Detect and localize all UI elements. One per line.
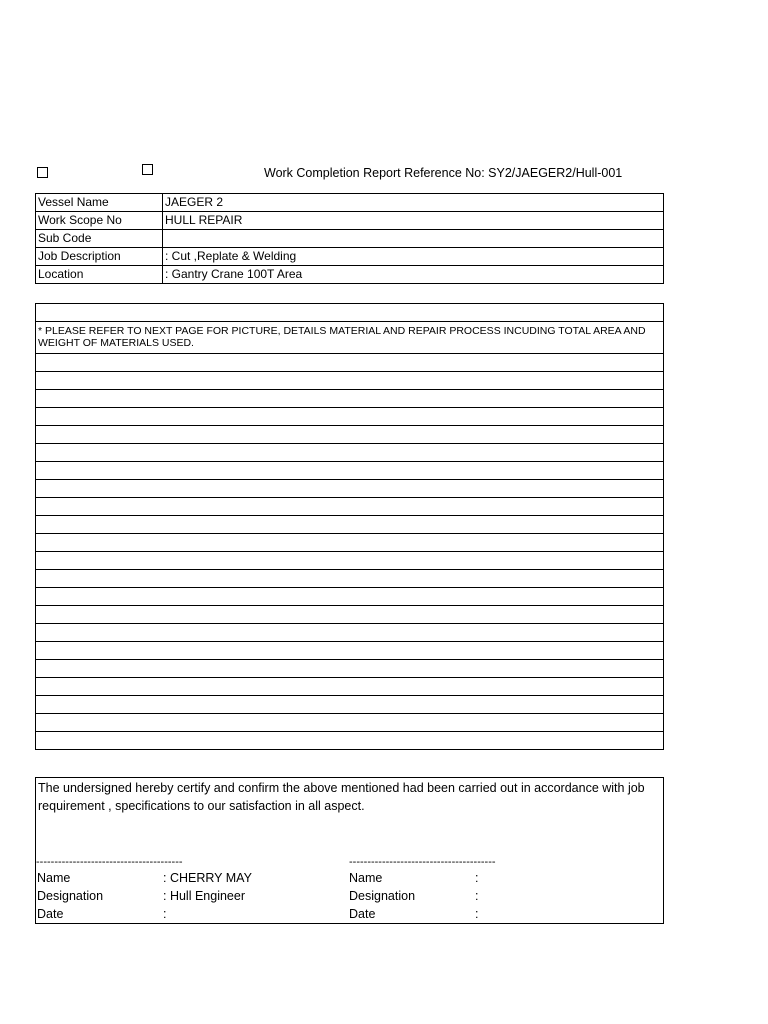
table-row (36, 230, 664, 248)
location-label: Location (36, 266, 163, 284)
table-row (36, 696, 664, 714)
empty-cell (36, 678, 664, 696)
right-designation-label: Designation (349, 889, 416, 903)
table-row (36, 354, 664, 372)
table-row (36, 194, 664, 212)
right-signature-line: ---------------------------------------- (349, 856, 496, 868)
job-description-label: Job Description (36, 248, 163, 266)
left-date-value: : (163, 907, 167, 921)
sub-code-label: Sub Code (36, 230, 163, 248)
job-description-value: : Cut ,Replate & Welding (163, 248, 664, 266)
table-row (36, 714, 664, 732)
left-designation-value: : Hull Engineer (163, 889, 245, 903)
right-name-value: : (475, 871, 479, 885)
table-row (36, 624, 664, 642)
right-date-label: Date (349, 907, 376, 921)
right-designation-value: : (475, 889, 479, 903)
table-row (36, 534, 664, 552)
empty-cell (36, 462, 664, 480)
table-row (36, 516, 664, 534)
table-row (36, 304, 664, 322)
empty-cell (36, 696, 664, 714)
left-date-label: Date (37, 907, 64, 921)
table-row (36, 570, 664, 588)
left-name-value: : CHERRY MAY (163, 871, 252, 885)
location-value: : Gantry Crane 100T Area (163, 266, 664, 284)
empty-cell (36, 660, 664, 678)
table-row (36, 372, 664, 390)
vessel-name-label: Vessel Name (36, 194, 163, 212)
empty-cell (36, 714, 664, 732)
table-row (36, 390, 664, 408)
table-row (36, 322, 664, 354)
empty-cell (36, 372, 664, 390)
work-scope-value: HULL REPAIR (163, 212, 664, 230)
vessel-info-table (35, 193, 664, 284)
empty-cell (36, 390, 664, 408)
certification-box (35, 777, 664, 924)
empty-cell (36, 480, 664, 498)
vessel-name-value: JAEGER 2 (163, 194, 664, 212)
table-row (36, 732, 664, 750)
table-row (36, 408, 664, 426)
empty-cell (36, 304, 664, 322)
table-row (36, 444, 664, 462)
work-scope-label: Work Scope No (36, 212, 163, 230)
table-row (36, 212, 664, 230)
table-row (36, 606, 664, 624)
empty-cell (36, 534, 664, 552)
empty-cell (36, 552, 664, 570)
left-name-label: Name (37, 871, 71, 885)
certification-statement: The undersigned hereby certify and confirm the above mentioned had been carried out in accordance with job requirement , specifications to our satisfaction in all aspect. (38, 781, 645, 813)
sub-code-value (163, 230, 664, 248)
empty-cell (36, 624, 664, 642)
empty-cell (36, 732, 664, 750)
empty-cell (36, 408, 664, 426)
checkbox-right[interactable] (142, 164, 153, 175)
empty-cell (36, 426, 664, 444)
left-designation-label: Designation (37, 889, 104, 903)
reference-note: * PLEASE REFER TO NEXT PAGE FOR PICTURE, DETAILS MATERIAL AND REPAIR PROCESS INCUDING TOTAL AREA AND WEIGHT OF MATERIALS USED. (36, 322, 664, 354)
table-row (36, 588, 664, 606)
work-details-table (35, 303, 664, 750)
empty-cell (36, 516, 664, 534)
empty-cell (36, 444, 664, 462)
table-row (36, 480, 664, 498)
empty-cell (36, 588, 664, 606)
table-row (36, 426, 664, 444)
left-signature-line: ---------------------------------------- (36, 856, 183, 868)
empty-cell (36, 354, 664, 372)
empty-cell (36, 642, 664, 660)
empty-cell (36, 498, 664, 516)
right-date-value: : (475, 907, 479, 921)
right-name-label: Name (349, 871, 383, 885)
checkbox-left[interactable] (37, 167, 48, 178)
table-row (36, 660, 664, 678)
table-row (36, 266, 664, 284)
table-row (36, 462, 664, 480)
table-row (36, 642, 664, 660)
empty-cell (36, 606, 664, 624)
report-title: Work Completion Report Reference No: SY2/JAEGER2/Hull-001 (264, 166, 623, 180)
table-row (36, 248, 664, 266)
table-row (36, 678, 664, 696)
table-row (36, 498, 664, 516)
table-row (36, 552, 664, 570)
empty-cell (36, 570, 664, 588)
